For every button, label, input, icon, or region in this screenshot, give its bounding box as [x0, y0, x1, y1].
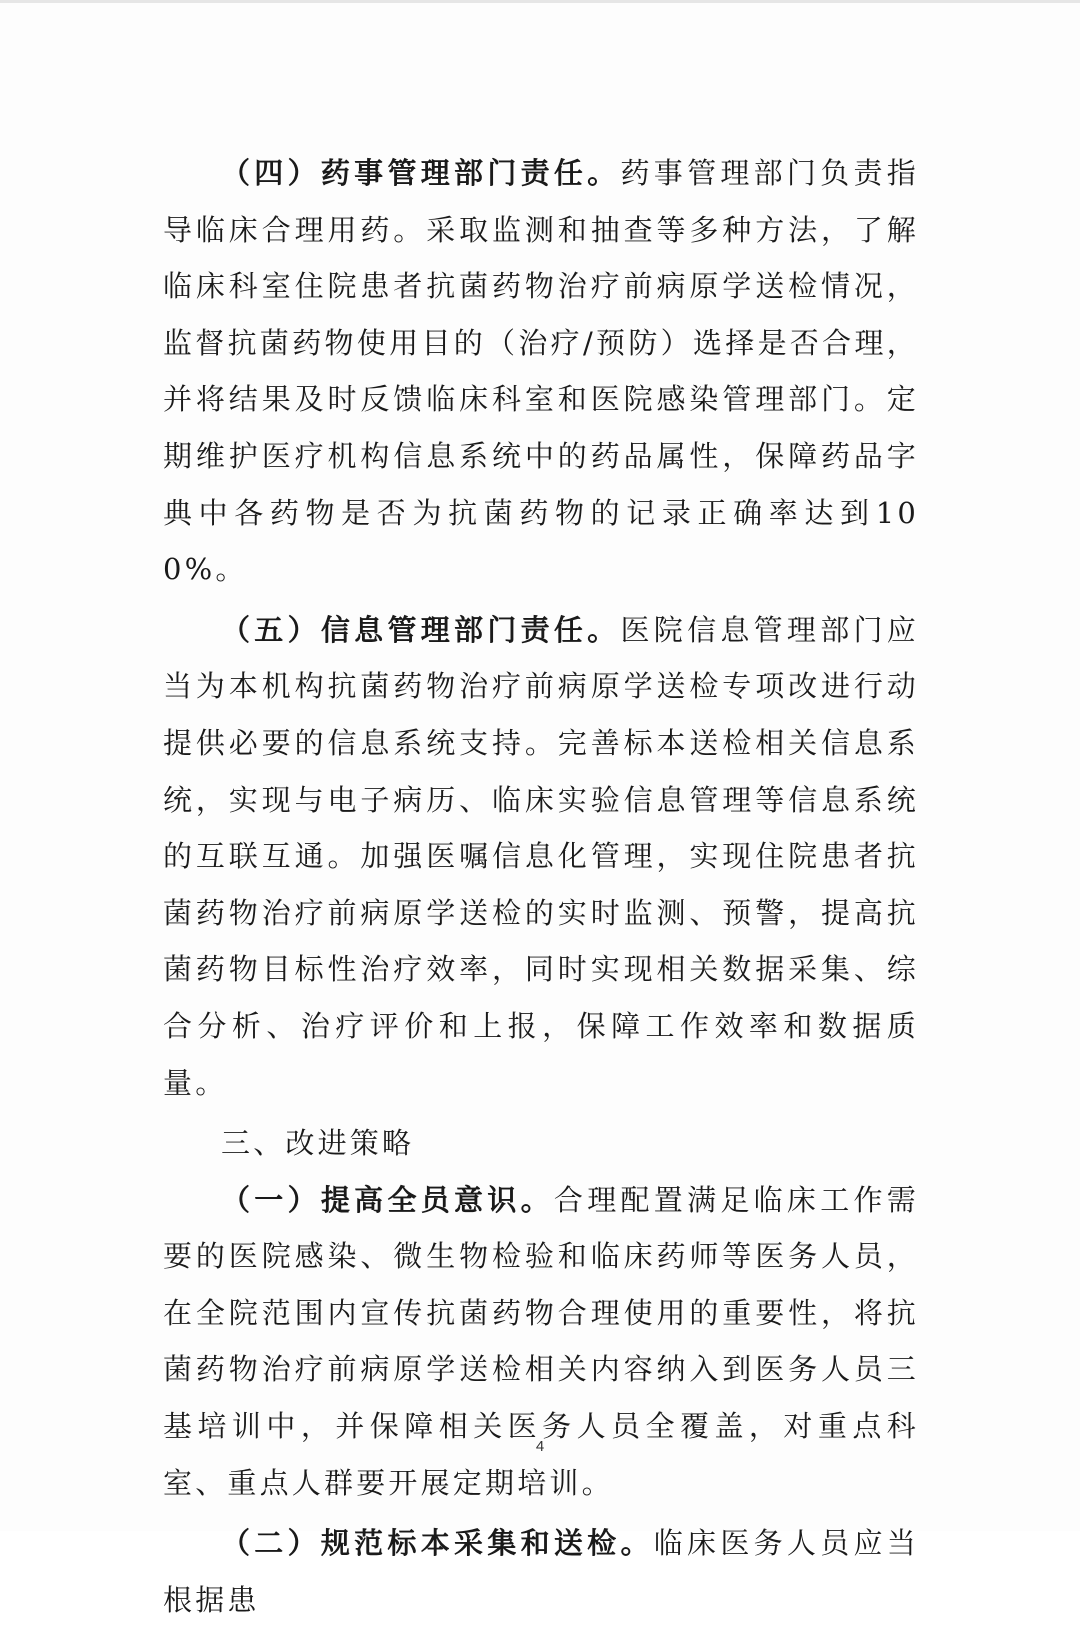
- paragraph-lead: （一）提高全员意识。: [221, 1182, 554, 1217]
- page-number: 4: [535, 1438, 545, 1455]
- paragraph-specimen-collection: [163, 1515, 919, 1628]
- paragraph-lead: （四）药事管理部门责任。: [221, 156, 621, 190]
- paragraph-lead: （二）规范标本采集和送检。: [221, 1526, 654, 1561]
- paragraph-text: 医院信息管理部门应当为本机构抗菌药物治疗前病原学送检专项改进行动提供必要的信息系统支持。完善标本送检相关信息系统，实现与电子病历、临床实验信息管理等信息系统的互联互通。加强医嘱信息化管理，实现住院患者抗菌药物治疗前病原学送检的实时监测、预警，提高抗菌药物目标性治疗效率，同时实现相关数据采集、综合分析、治疗评价和上报，保障工作效率和数据质量。: [163, 612, 919, 1100]
- paragraph-text: 临床医务人员应当根据患: [163, 1526, 919, 1617]
- paragraph-text: 药事管理部门负责指导临床合理用药。采取监测和抽查等多种方法，了解临床科室住院患者抗菌药物治疗前病原学送检情况，监督抗菌药物使用目的（治疗/预防）选择是否合理，并将结果及时反馈临床科室和医院感染管理部门。定期维护医疗机构信息系统中的药品属性，保障药品字典中各药物是否为抗菌药物的记录正确率达到100%。: [163, 156, 919, 587]
- page-top-edge: [0, 0, 1080, 3]
- paragraph-pharmacy-responsibility: [163, 145, 919, 598]
- paragraph-text: 合理配置满足临床工作需要的医院感染、微生物检验和临床药师等医务人员，在全院范围内宣传抗菌药物合理使用的重要性，将抗菌药物治疗前病原学送检相关内容纳入到医务人员三基培训中，并保障相关医务人员全覆盖，对重点科室、重点人群要开展定期培训。: [163, 1182, 919, 1500]
- document-body: [163, 145, 919, 1628]
- paragraph-information-responsibility: [163, 602, 919, 1111]
- section-heading: 三、改进策略: [221, 1126, 415, 1161]
- paragraph-staff-awareness: [163, 1172, 919, 1512]
- paragraph-lead: （五）信息管理部门责任。: [221, 612, 621, 647]
